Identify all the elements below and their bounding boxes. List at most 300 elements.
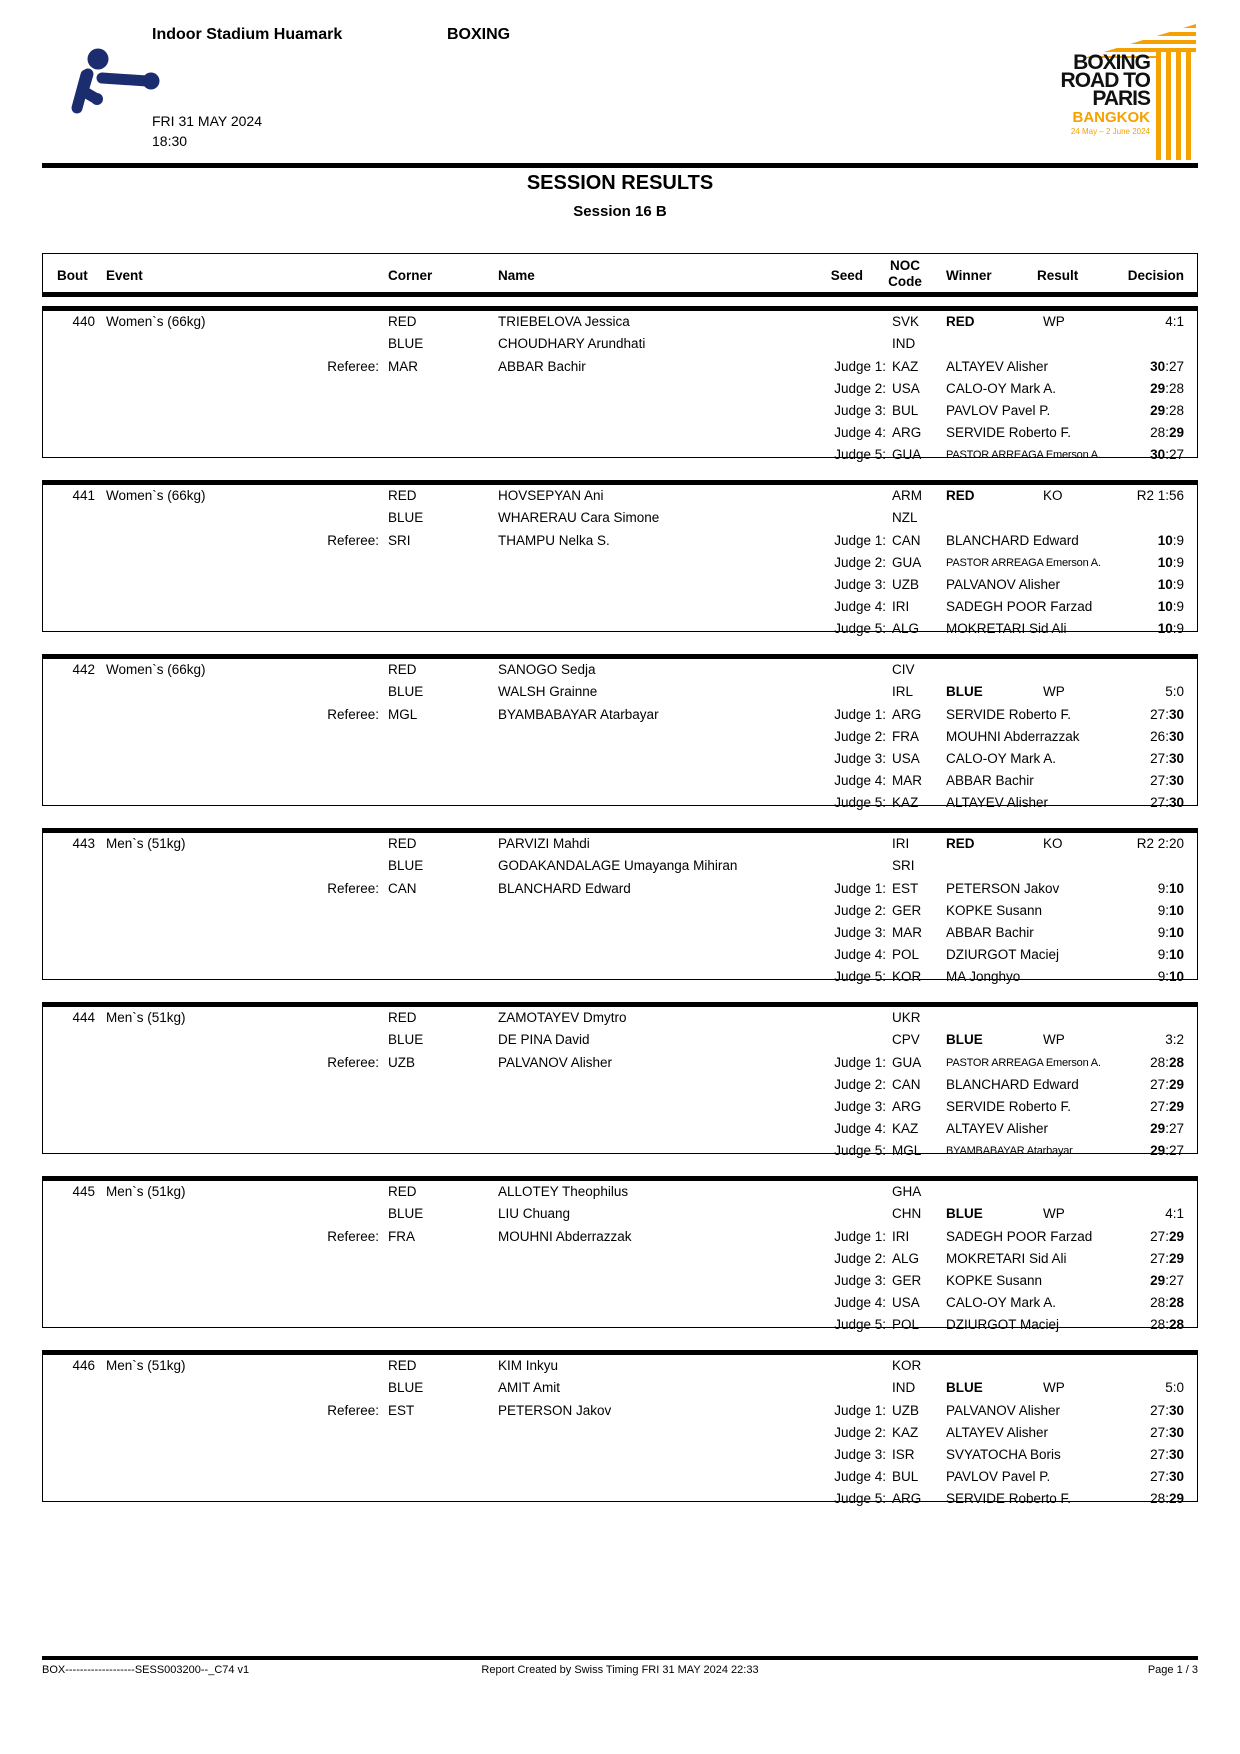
judge2-score	[1063, 1076, 1184, 1094]
judge2-name: KOPKE Susann	[946, 903, 1043, 918]
judge3-name: SVYATOCHA Boris	[946, 1447, 1061, 1462]
judge4-name: PAVLOV Pavel P.	[946, 1469, 1051, 1484]
judge5-score-blue: 30	[1168, 795, 1184, 810]
referee-name: ABBAR Bachir	[498, 359, 586, 374]
blue-corner-label: BLUE	[388, 1206, 424, 1221]
judge1-label: Judge 1:	[834, 1055, 886, 1070]
judge3-score-red: 29	[1150, 403, 1166, 418]
judge3-score	[1063, 576, 1184, 594]
judge4-label: Judge 4:	[834, 599, 886, 614]
judge2-noc: CAN	[892, 1077, 921, 1092]
judge4-score-blue: 29	[1168, 425, 1184, 440]
judge3-noc: MAR	[892, 925, 922, 940]
judge5-label: Judge 5:	[834, 621, 886, 636]
judge3-score-blue: 30	[1168, 751, 1184, 766]
judge3-score-red: 27	[1150, 1099, 1166, 1114]
judge1-name: ALTAYEV Alisher	[946, 359, 1049, 374]
judge4-name: SERVIDE Roberto F.	[946, 425, 1072, 440]
blue-corner-label: BLUE	[388, 858, 424, 873]
referee-noc: EST	[388, 1403, 415, 1418]
judge2-score	[1063, 902, 1184, 920]
judge4-noc: KAZ	[892, 1121, 919, 1136]
judge3-label: Judge 3:	[834, 751, 886, 766]
judge3-score-blue: 30	[1168, 1447, 1184, 1462]
judge5-score-red: 28	[1150, 1491, 1166, 1506]
judge4-label: Judge 4:	[834, 1295, 886, 1310]
decision-red: 4:1	[1165, 314, 1184, 329]
score-separator: :	[1165, 1491, 1169, 1506]
red-noc-code: GHA	[892, 1184, 922, 1199]
footer-page-number: Page 1 / 3	[1147, 1664, 1198, 1676]
judge4-score-blue: 30	[1168, 1469, 1184, 1484]
logo-stripes-right	[1156, 52, 1196, 160]
judge1-score-blue: 30	[1168, 707, 1184, 722]
referee-name: PALVANOV Alisher	[498, 1055, 613, 1070]
bout-event: Women`s (66kg)	[106, 662, 206, 677]
blue-corner-label: BLUE	[388, 1032, 424, 1047]
judge5-name: SERVIDE Roberto F.	[946, 1491, 1072, 1506]
judge3-score	[1063, 924, 1184, 942]
score-separator: :	[1165, 947, 1169, 962]
judge3-score	[1063, 1098, 1184, 1116]
judge4-score-blue: 30	[1168, 773, 1184, 788]
judge2-score	[1063, 554, 1184, 572]
blue-boxer-name: WALSH Grainne	[498, 684, 598, 699]
judge5-score-red: 9	[1157, 969, 1166, 984]
red-boxer-name: KIM Inkyu	[498, 1358, 559, 1373]
judge1-noc: UZB	[892, 1403, 919, 1418]
winner-label-blue: BLUE	[946, 1032, 983, 1047]
judge4-noc: ARG	[892, 425, 922, 440]
judge2-name: MOKRETARI Sid Ali	[946, 1251, 1067, 1266]
judge2-score-red: 27	[1150, 1251, 1166, 1266]
judge1-name: SADEGH POOR Farzad	[946, 1229, 1093, 1244]
referee-label: Referee:	[327, 1229, 379, 1244]
score-separator: :	[1172, 533, 1177, 548]
judge1-score	[1063, 1228, 1184, 1246]
judge5-name: MOKRETARI Sid Ali	[946, 621, 1067, 636]
judge2-score	[1063, 380, 1184, 398]
referee-noc: FRA	[388, 1229, 415, 1244]
judge5-label: Judge 5:	[834, 447, 886, 462]
decision-blue: 3:2	[1165, 1032, 1184, 1047]
judge5-name: ALTAYEV Alisher	[946, 795, 1049, 810]
judge2-score-red: 26	[1150, 729, 1166, 744]
blue-corner-label: BLUE	[388, 336, 424, 351]
referee-name: THAMPU Nelka S.	[498, 533, 610, 548]
referee-noc: SRI	[388, 533, 411, 548]
blue-boxer-name: DE PINA David	[498, 1032, 590, 1047]
red-corner-label: RED	[388, 662, 417, 677]
judge1-score	[1063, 880, 1184, 898]
judge5-score	[1063, 620, 1184, 638]
score-separator: :	[1172, 621, 1177, 636]
judge2-score-blue: 30	[1168, 1425, 1184, 1440]
judge3-name: ABBAR Bachir	[946, 925, 1034, 940]
footer-report-info: Report Created by Swiss Timing FRI 31 MAY 2024 22:33	[481, 1664, 759, 1676]
judge3-noc: USA	[892, 751, 920, 766]
judge5-score-blue: 9	[1176, 621, 1184, 636]
score-separator: :	[1165, 1143, 1169, 1158]
col-result: Result	[1037, 268, 1079, 283]
judge2-noc: USA	[892, 381, 920, 396]
page-title: SESSION RESULTS	[526, 172, 714, 194]
judge4-label: Judge 4:	[834, 425, 886, 440]
blue-boxer-name: LIU Chuang	[498, 1206, 571, 1221]
judge2-score-red: 27	[1150, 1425, 1166, 1440]
judge2-score-blue: 29	[1168, 1077, 1184, 1092]
score-separator: :	[1172, 577, 1177, 592]
red-corner-label: RED	[388, 1184, 417, 1199]
bout-event: Women`s (66kg)	[106, 314, 206, 329]
footer-doc-code: BOX-------------------SESS003200--_C74 v1	[42, 1664, 250, 1676]
score-separator: :	[1165, 1273, 1169, 1288]
col-seed: Seed	[830, 268, 863, 283]
judge4-noc: BUL	[892, 1469, 919, 1484]
judge1-noc: KAZ	[892, 359, 919, 374]
referee-label: Referee:	[327, 1055, 379, 1070]
judge5-score-red: 27	[1150, 795, 1166, 810]
referee-label: Referee:	[327, 881, 379, 896]
blue-boxer-name: AMIT Amit	[498, 1380, 561, 1395]
judge2-noc: KAZ	[892, 1425, 919, 1440]
judge3-score-red: 9	[1157, 925, 1166, 940]
winner-label-blue: BLUE	[946, 1380, 983, 1395]
judge4-name: CALO-OY Mark A.	[946, 1295, 1057, 1310]
referee-name: BYAMBABAYAR Atarbayar	[498, 707, 659, 722]
judge1-score-red: 27	[1150, 707, 1166, 722]
judge5-noc: MGL	[892, 1143, 922, 1158]
col-corner: Corner	[388, 268, 433, 283]
score-separator: :	[1165, 729, 1169, 744]
blue-noc-code: IND	[892, 1380, 916, 1395]
red-boxer-name: ZAMOTAYEV Dmytro	[498, 1010, 627, 1025]
score-separator: :	[1172, 599, 1177, 614]
judge1-name: PALVANOV Alisher	[946, 1403, 1061, 1418]
bout-list	[42, 306, 1198, 1524]
referee-label: Referee:	[327, 359, 379, 374]
judge5-label: Judge 5:	[834, 1491, 886, 1506]
judge2-label: Judge 2:	[834, 555, 886, 570]
judge2-score-red: 9	[1157, 903, 1166, 918]
red-noc-code: UKR	[892, 1010, 921, 1025]
judge2-score	[1063, 1250, 1184, 1268]
judge5-score	[1063, 1316, 1184, 1334]
judge4-score-red: 27	[1150, 1469, 1166, 1484]
judge4-score	[1063, 946, 1184, 964]
judge3-label: Judge 3:	[834, 1273, 886, 1288]
bout-number: 446	[72, 1358, 95, 1373]
judge2-noc: GUA	[892, 555, 922, 570]
bout-number: 445	[72, 1184, 95, 1199]
red-boxer-name: ALLOTEY Theophilus	[498, 1184, 629, 1199]
col-event: Event	[106, 268, 143, 283]
red-corner-label: RED	[388, 488, 417, 503]
col-noc-line2: Code	[888, 274, 922, 289]
judge1-score	[1063, 1054, 1184, 1072]
red-boxer-name: SANOGO Sedja	[498, 662, 596, 677]
score-separator: :	[1165, 795, 1169, 810]
judge3-score-red: 27	[1150, 1447, 1166, 1462]
judge3-label: Judge 3:	[834, 577, 886, 592]
judge2-label: Judge 2:	[834, 381, 886, 396]
result-red: KO	[1043, 488, 1063, 503]
red-corner-label: RED	[388, 314, 417, 329]
judge5-score	[1063, 968, 1184, 986]
judge4-score-red: 28	[1150, 1295, 1166, 1310]
judge1-name: PASTOR ARREAGA Emerson A.	[946, 1057, 1101, 1069]
judge3-score	[1063, 1446, 1184, 1464]
judge1-label: Judge 1:	[834, 707, 886, 722]
venue-title: Indoor Stadium Huamark	[152, 26, 343, 43]
blue-noc-code: CHN	[892, 1206, 922, 1221]
judge5-name: PASTOR ARREAGA Emerson A.	[946, 449, 1101, 461]
referee-name: BLANCHARD Edward	[498, 881, 631, 896]
judge3-score-blue: 10	[1168, 925, 1184, 940]
judge5-score-blue: 27	[1168, 447, 1184, 462]
judge1-score-red: 27	[1150, 1229, 1166, 1244]
bout-block	[42, 306, 1198, 462]
bout-event: Women`s (66kg)	[106, 488, 206, 503]
judge5-name: DZIURGOT Maciej	[946, 1317, 1060, 1332]
judge2-score-red: 29	[1150, 381, 1166, 396]
judge3-score	[1063, 1272, 1184, 1290]
score-separator: :	[1165, 1469, 1169, 1484]
judge4-score-red: 27	[1150, 773, 1166, 788]
referee-label: Referee:	[327, 1403, 379, 1418]
judge5-score-blue: 29	[1168, 1491, 1184, 1506]
judge4-score	[1063, 598, 1184, 616]
decision-red: R2 1:56	[1136, 488, 1184, 503]
winner-label-red: RED	[946, 836, 975, 851]
judge1-score	[1063, 706, 1184, 724]
winner-label-blue: BLUE	[946, 1206, 983, 1221]
referee-label: Referee:	[327, 707, 379, 722]
score-separator: :	[1165, 403, 1169, 418]
referee-noc: CAN	[388, 881, 417, 896]
judge5-score	[1063, 1142, 1184, 1160]
judge5-score-blue: 27	[1168, 1143, 1184, 1158]
score-separator: :	[1165, 1099, 1169, 1114]
score-separator: :	[1165, 969, 1169, 984]
col-bout: Bout	[57, 268, 88, 283]
blue-noc-code: NZL	[892, 510, 918, 525]
score-separator: :	[1165, 1425, 1169, 1440]
bout-number: 441	[72, 488, 95, 503]
bout-block	[42, 654, 1198, 810]
referee-noc: UZB	[388, 1055, 415, 1070]
judge5-name: MA Jonghyo	[946, 969, 1021, 984]
judge2-label: Judge 2:	[834, 729, 886, 744]
judge1-name: SERVIDE Roberto F.	[946, 707, 1072, 722]
judge5-score-red: 28	[1150, 1317, 1166, 1332]
red-noc-code: SVK	[892, 314, 920, 329]
judge1-score-blue: 10	[1168, 881, 1184, 896]
judge1-name: BLANCHARD Edward	[946, 533, 1079, 548]
result-blue: WP	[1043, 1032, 1065, 1047]
judge3-noc: ISR	[892, 1447, 915, 1462]
judge4-noc: MAR	[892, 773, 922, 788]
logo-line3: PARIS	[1092, 87, 1150, 110]
judge3-label: Judge 3:	[834, 1099, 886, 1114]
judge1-score-blue: 9	[1176, 533, 1184, 548]
logo-text	[1060, 51, 1150, 137]
score-separator: :	[1165, 1077, 1169, 1092]
judge4-label: Judge 4:	[834, 773, 886, 788]
judge4-score-red: 29	[1150, 1121, 1166, 1136]
referee-label: Referee:	[327, 533, 379, 548]
judge3-name: SERVIDE Roberto F.	[946, 1099, 1072, 1114]
judge3-noc: GER	[892, 1273, 922, 1288]
judge4-name: SADEGH POOR Farzad	[946, 599, 1093, 614]
red-noc-code: CIV	[892, 662, 915, 677]
judge1-label: Judge 1:	[834, 533, 886, 548]
judge5-label: Judge 5:	[834, 795, 886, 810]
discipline-title: BOXING	[447, 26, 511, 43]
judge1-noc: ARG	[892, 707, 922, 722]
score-separator: :	[1165, 1317, 1169, 1332]
judge5-score-red: 10	[1157, 621, 1173, 636]
blue-noc-code: IRL	[892, 684, 914, 699]
blue-corner-label: BLUE	[388, 1380, 424, 1395]
judge1-score	[1063, 1402, 1184, 1420]
judge1-score-blue: 30	[1168, 1403, 1184, 1418]
logo-dates: 24 May – 2 June 2024	[1070, 127, 1150, 136]
judge4-score-red: 28	[1150, 425, 1166, 440]
judge4-score	[1063, 1294, 1184, 1312]
judge5-noc: GUA	[892, 447, 922, 462]
judge2-score	[1063, 728, 1184, 746]
red-corner-label: RED	[388, 836, 417, 851]
judge3-noc: BUL	[892, 403, 919, 418]
judge2-score-blue: 28	[1168, 381, 1184, 396]
score-separator: :	[1165, 925, 1169, 940]
judge4-label: Judge 4:	[834, 947, 886, 962]
score-separator: :	[1165, 425, 1169, 440]
judge3-label: Judge 3:	[834, 1447, 886, 1462]
header-rule	[42, 163, 1198, 168]
judge2-label: Judge 2:	[834, 1077, 886, 1092]
session-subtitle: Session 16 B	[573, 203, 667, 220]
judge5-score-red: 29	[1150, 1143, 1166, 1158]
bout-block	[42, 1350, 1198, 1506]
judge1-label: Judge 1:	[834, 1229, 886, 1244]
judge3-score	[1063, 402, 1184, 420]
decision-blue: 5:0	[1165, 1380, 1184, 1395]
judge2-noc: FRA	[892, 729, 919, 744]
judge5-name: BYAMBABAYAR Atarbayar	[946, 1145, 1073, 1157]
judge3-score-red: 29	[1150, 1273, 1166, 1288]
score-separator: :	[1165, 359, 1169, 374]
judge4-score	[1063, 1468, 1184, 1486]
judge3-score-blue: 9	[1176, 577, 1184, 592]
judge3-score-red: 27	[1150, 751, 1166, 766]
judge3-label: Judge 3:	[834, 403, 886, 418]
judge4-score	[1063, 772, 1184, 790]
result-blue: WP	[1043, 684, 1065, 699]
judge1-label: Judge 1:	[834, 1403, 886, 1418]
score-separator: :	[1165, 903, 1169, 918]
judge2-score	[1063, 1424, 1184, 1442]
col-noc-line1: NOC	[890, 258, 920, 273]
judge1-score-red: 30	[1150, 359, 1166, 374]
judge2-score-blue: 29	[1168, 1251, 1184, 1266]
red-noc-code: KOR	[892, 1358, 922, 1373]
result-red: WP	[1043, 314, 1065, 329]
winner-label-red: RED	[946, 314, 975, 329]
decision-red: R2 2:20	[1136, 836, 1184, 851]
event-logo	[1028, 24, 1196, 164]
judge3-noc: UZB	[892, 577, 919, 592]
judge2-score-blue: 10	[1168, 903, 1184, 918]
logo-city: BANGKOK	[1072, 109, 1150, 126]
judge1-noc: GUA	[892, 1055, 922, 1070]
decision-blue: 5:0	[1165, 684, 1184, 699]
judge4-score-red: 9	[1157, 947, 1166, 962]
judge2-score-blue: 9	[1176, 555, 1184, 570]
bout-event: Men`s (51kg)	[106, 1184, 186, 1199]
bout-number: 444	[72, 1010, 95, 1025]
judge2-score-red: 10	[1157, 555, 1173, 570]
judge2-label: Judge 2:	[834, 1425, 886, 1440]
judge5-score-blue: 28	[1168, 1317, 1184, 1332]
boxing-pictogram-icon	[50, 44, 168, 126]
judge4-score-blue: 28	[1168, 1295, 1184, 1310]
bout-block	[42, 480, 1198, 636]
judge1-score-red: 9	[1157, 881, 1166, 896]
judge2-name: CALO-OY Mark A.	[946, 381, 1057, 396]
session-time: 18:30	[152, 133, 188, 149]
judge2-label: Judge 2:	[834, 1251, 886, 1266]
winner-label-blue: BLUE	[946, 684, 983, 699]
judge1-score-blue: 27	[1168, 359, 1184, 374]
judge1-score-red: 10	[1157, 533, 1173, 548]
decision-blue: 4:1	[1165, 1206, 1184, 1221]
judge5-label: Judge 5:	[834, 1317, 886, 1332]
bout-event: Men`s (51kg)	[106, 836, 186, 851]
judge4-score-blue: 9	[1176, 599, 1184, 614]
bout-event: Men`s (51kg)	[106, 1010, 186, 1025]
blue-corner-label: BLUE	[388, 510, 424, 525]
judge5-score-blue: 10	[1168, 969, 1184, 984]
footer-rule	[42, 1656, 1198, 1660]
judge1-noc: CAN	[892, 533, 921, 548]
judge1-noc: EST	[892, 881, 919, 896]
score-separator: :	[1165, 707, 1169, 722]
judge3-label: Judge 3:	[834, 925, 886, 940]
bout-number: 443	[72, 836, 95, 851]
judge2-label: Judge 2:	[834, 903, 886, 918]
score-separator: :	[1165, 881, 1169, 896]
judge2-name: BLANCHARD Edward	[946, 1077, 1079, 1092]
judge4-score-blue: 27	[1168, 1121, 1184, 1136]
blue-noc-code: IND	[892, 336, 916, 351]
blue-boxer-name: WHARERAU Cara Simone	[498, 510, 660, 525]
judge4-name: ALTAYEV Alisher	[946, 1121, 1049, 1136]
judge3-name: PALVANOV Alisher	[946, 577, 1061, 592]
blue-boxer-name: CHOUDHARY Arundhati	[498, 336, 646, 351]
referee-noc: MAR	[388, 359, 418, 374]
blue-boxer-name: GODAKANDALAGE Umayanga Mihiran	[498, 858, 738, 873]
judge4-name: ABBAR Bachir	[946, 773, 1034, 788]
judge2-score-red: 27	[1150, 1077, 1166, 1092]
score-separator: :	[1165, 1055, 1169, 1070]
bout-number: 440	[72, 314, 95, 329]
col-noc-code	[873, 258, 937, 290]
result-blue: WP	[1043, 1380, 1065, 1395]
judge1-score-red: 27	[1150, 1403, 1166, 1418]
bout-block	[42, 1002, 1198, 1158]
